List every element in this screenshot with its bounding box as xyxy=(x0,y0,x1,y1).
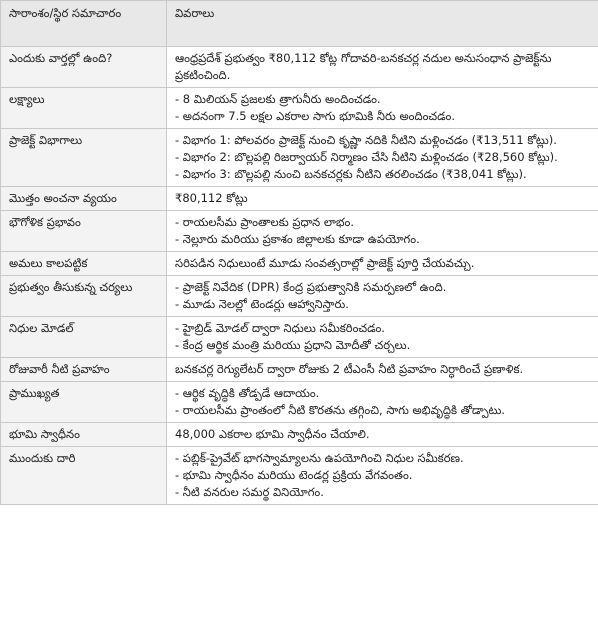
detail-line: - రాయలసీమ ప్రాంతాలకు ప్రధాన లాభం. xyxy=(175,215,354,229)
detail-line: - కేంద్ర ఆర్థిక మంత్రి మరియు ప్రధాని మోదీతో చర్చలు. xyxy=(175,338,411,352)
row-label: ప్రాముఖ్యత xyxy=(1,382,167,423)
row-details xyxy=(167,317,598,358)
detail-line: - అదనంగా 7.5 లక్షల ఎకరాల సాగు భూమికి నీరు అందించడం. xyxy=(175,109,455,123)
detail-line: - 8 మిలియన్ ప్రజలకు త్రాగునీరు అందించడం. xyxy=(175,92,381,106)
detail-line: ₹80,112 కోట్లు xyxy=(175,191,248,205)
row-details xyxy=(167,187,598,211)
row-details xyxy=(167,358,598,382)
row-label: ఎందుకు వార్తల్లో ఉంది? xyxy=(1,47,167,88)
table-row xyxy=(1,252,598,276)
table-row xyxy=(1,358,598,382)
row-details xyxy=(167,382,598,423)
row-label: ప్రాజెక్ట్ విభాగాలు xyxy=(1,129,167,187)
table-row xyxy=(1,187,598,211)
row-details xyxy=(167,276,598,317)
table-row xyxy=(1,423,598,447)
detail-line: ఆంధ్రప్రదేశ్ ప్రభుత్వం ₹80,112 కోట్ల గోదావరి-బనకచర్ల నదుల అనుసంధాన ప్రాజెక్ట్‌ను ప్రకటించింది. xyxy=(175,51,552,82)
row-label: మొత్తం అంచనా వ్యయం xyxy=(1,187,167,211)
table-row xyxy=(1,47,598,88)
detail-line: బనకచర్ల రెగ్యులేటర్ ద్వారా రోజుకు 2 టీఎంసీ నీటి ప్రవాహం నిర్ధారించే ప్రణాళిక. xyxy=(175,362,524,376)
table-row xyxy=(1,276,598,317)
detail-line: - నీటి వనరుల సమర్థ వినియోగం. xyxy=(175,485,324,499)
row-details xyxy=(167,129,598,187)
table-body xyxy=(1,47,598,505)
header-details: వివరాలు xyxy=(167,1,598,47)
detail-line: - విభాగం 3: బొల్లపల్లి నుంచి బనకచర్లకు నీటిని తరలించడం (₹38,041 కోట్లు). xyxy=(175,167,527,181)
table-row xyxy=(1,382,598,423)
detail-line: - రాయలసీమ ప్రాంతంలో నీటి కొరతను తగ్గించి, సాగు అభివృద్ధికి తోడ్పాటు. xyxy=(175,403,506,417)
row-details xyxy=(167,252,598,276)
detail-line: సరిపడిన నిధులుంటే మూడు సంవత్సరాల్లో ప్రాజెక్ట్ పూర్తి చేయవచ్చు. xyxy=(175,256,475,270)
table-row xyxy=(1,88,598,129)
table-row xyxy=(1,447,598,505)
detail-line: - ప్రాజెక్ట్ నివేదిక (DPR) కేంద్ర ప్రభుత్వానికి సమర్పణలో ఉంది. xyxy=(175,280,447,294)
table-row xyxy=(1,129,598,187)
detail-line: - ఆర్థిక వృద్ధికి తోడ్పడే ఆదాయం. xyxy=(175,386,320,400)
row-label: అమలు కాలపట్టిక xyxy=(1,252,167,276)
row-details xyxy=(167,211,598,252)
row-label: ముందుకు దారి xyxy=(1,447,167,505)
row-details xyxy=(167,88,598,129)
row-label: భూమి స్వాధీనం xyxy=(1,423,167,447)
table-header-row xyxy=(1,1,598,47)
row-label: రోజువారీ నీటి ప్రవాహం xyxy=(1,358,167,382)
detail-line: - పబ్లిక్-ప్రైవేట్ భాగస్వామ్యాలను ఉపయోగించి నిధుల సమీకరణ. xyxy=(175,451,464,465)
detail-line: 48,000 ఎకరాల భూమి స్వాధీనం చేయాలి. xyxy=(175,427,370,441)
detail-line: - భూమి స్వాధీనం మరియు టెండర్ల ప్రక్రియ వేగవంతం. xyxy=(175,468,413,482)
detail-line: - విభాగం 1: పోలవరం ప్రాజెక్ట్ నుంచి కృష్ణా నదికి నీటిని మళ్లించడం (₹13,511 కోట్లు). xyxy=(175,133,557,147)
table-row xyxy=(1,317,598,358)
row-label: నిధుల మోడల్ xyxy=(1,317,167,358)
row-details xyxy=(167,47,598,88)
detail-line: - మూడు నెలల్లో టెండర్లు ఆహ్వానిస్తారు. xyxy=(175,297,349,311)
row-details xyxy=(167,423,598,447)
row-label: ప్రభుత్వం తీసుకున్న చర్యలు xyxy=(1,276,167,317)
row-label: లక్ష్యాలు xyxy=(1,88,167,129)
row-details xyxy=(167,447,598,505)
table-row xyxy=(1,211,598,252)
detail-line: - విభాగం 2: బొల్లపల్లి రిజర్వాయర్ నిర్మాణం చేసి నీటిని మళ్లించడం (₹28,560 కోట్లు). xyxy=(175,150,558,164)
row-label: భౌగోళిక ప్రభావం xyxy=(1,211,167,252)
detail-line: - నెల్లూరు మరియు ప్రకాశం జిల్లాలకు కూడా ఉపయోగం. xyxy=(175,232,420,246)
header-summary: సారాంశం/స్థిర సమాచారం xyxy=(1,1,167,47)
detail-line: - హైబ్రిడ్ మోడల్ ద్వారా నిధులు సమీకరించడం. xyxy=(175,321,385,335)
